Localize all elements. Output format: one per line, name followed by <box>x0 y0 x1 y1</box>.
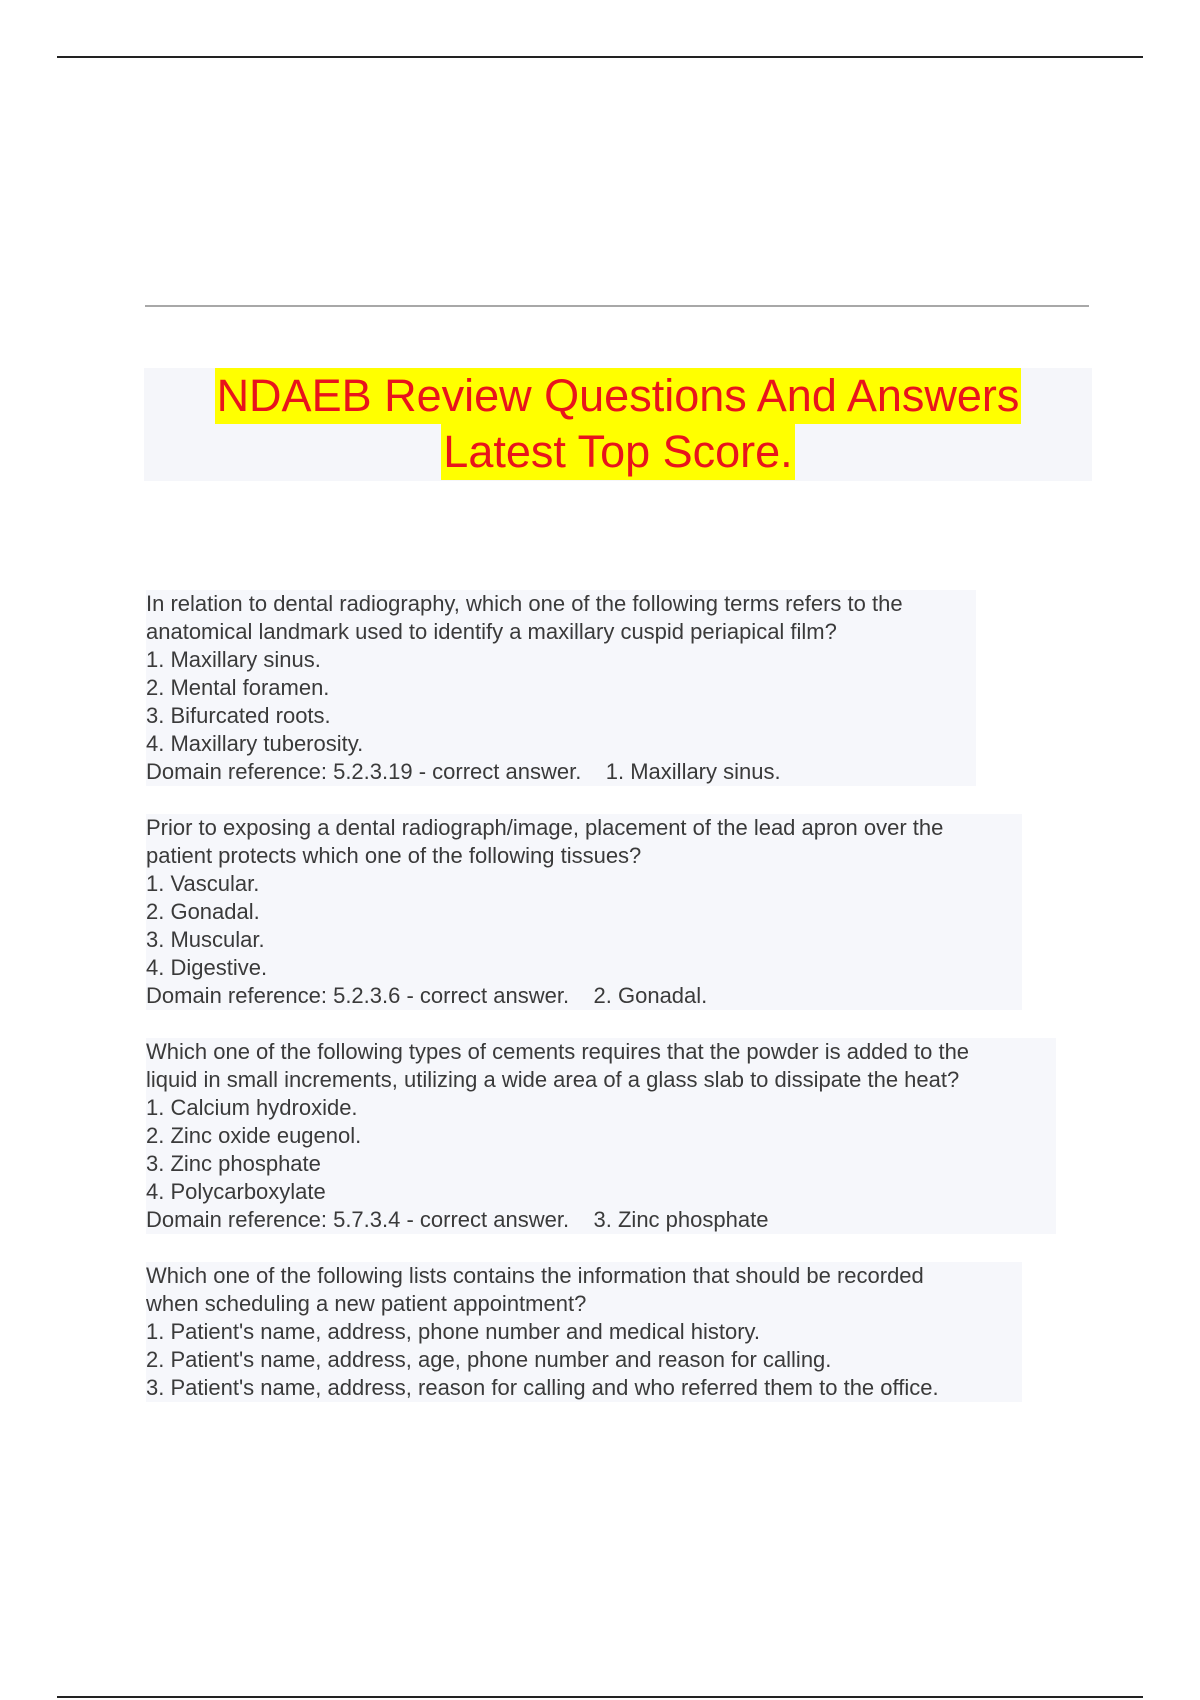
question-stem: anatomical landmark used to identify a maxillary cuspid periapical film? <box>146 619 837 644</box>
question-stem: Which one of the following types of cements requires that the powder is added to the <box>146 1039 970 1064</box>
question-block <box>146 1038 1056 1234</box>
question-stem: In relation to dental radiography, which one of the following terms refers to the <box>146 591 903 616</box>
answer-option: 1. Maxillary sinus. <box>146 647 321 672</box>
question-stem: when scheduling a new patient appointment? <box>146 1291 587 1316</box>
questions-list <box>146 590 1076 1430</box>
question-block <box>146 590 976 786</box>
answer-option: 1. Vascular. <box>146 871 260 896</box>
question-stem: Prior to exposing a dental radiograph/image, placement of the lead apron over the <box>146 815 944 840</box>
answer-option: 2. Patient's name, address, age, phone number and reason for calling. <box>146 1347 832 1372</box>
answer-option: 2. Gonadal. <box>146 899 260 924</box>
question-stem: liquid in small increments, utilizing a wide area of a glass slab to dissipate the heat? <box>146 1067 960 1092</box>
title-line-2: Latest Top Score. <box>441 424 794 480</box>
answer-option: 3. Muscular. <box>146 927 265 952</box>
answer-option: 2. Mental foramen. <box>146 675 330 700</box>
answer-option: 4. Maxillary tuberosity. <box>146 731 364 756</box>
question-stem: patient protects which one of the following tissues? <box>146 843 642 868</box>
answer-option: 3. Patient's name, address, reason for calling and who referred them to the office. <box>146 1375 939 1400</box>
correct-answer: Domain reference: 5.2.3.19 - correct answer. 1. Maxillary sinus. <box>146 759 781 784</box>
answer-option: 4. Polycarboxylate <box>146 1179 326 1204</box>
page-bottom-rule <box>57 1696 1143 1698</box>
answer-option: 2. Zinc oxide eugenol. <box>146 1123 362 1148</box>
page-top-rule <box>57 56 1143 58</box>
answer-option: 1. Patient's name, address, phone number and medical history. <box>146 1319 761 1344</box>
document-title <box>144 368 1092 481</box>
correct-answer: Domain reference: 5.7.3.4 - correct answer. 3. Zinc phosphate <box>146 1207 769 1232</box>
header-divider <box>145 305 1089 307</box>
correct-answer: Domain reference: 5.2.3.6 - correct answer. 2. Gonadal. <box>146 983 708 1008</box>
answer-option: 3. Bifurcated roots. <box>146 703 331 728</box>
title-line-1: NDAEB Review Questions And Answers <box>215 368 1022 424</box>
question-block <box>146 1262 1022 1402</box>
question-block <box>146 814 1022 1010</box>
answer-option: 4. Digestive. <box>146 955 268 980</box>
answer-option: 1. Calcium hydroxide. <box>146 1095 358 1120</box>
answer-option: 3. Zinc phosphate <box>146 1151 321 1176</box>
question-stem: Which one of the following lists contains the information that should be recorded <box>146 1263 924 1288</box>
